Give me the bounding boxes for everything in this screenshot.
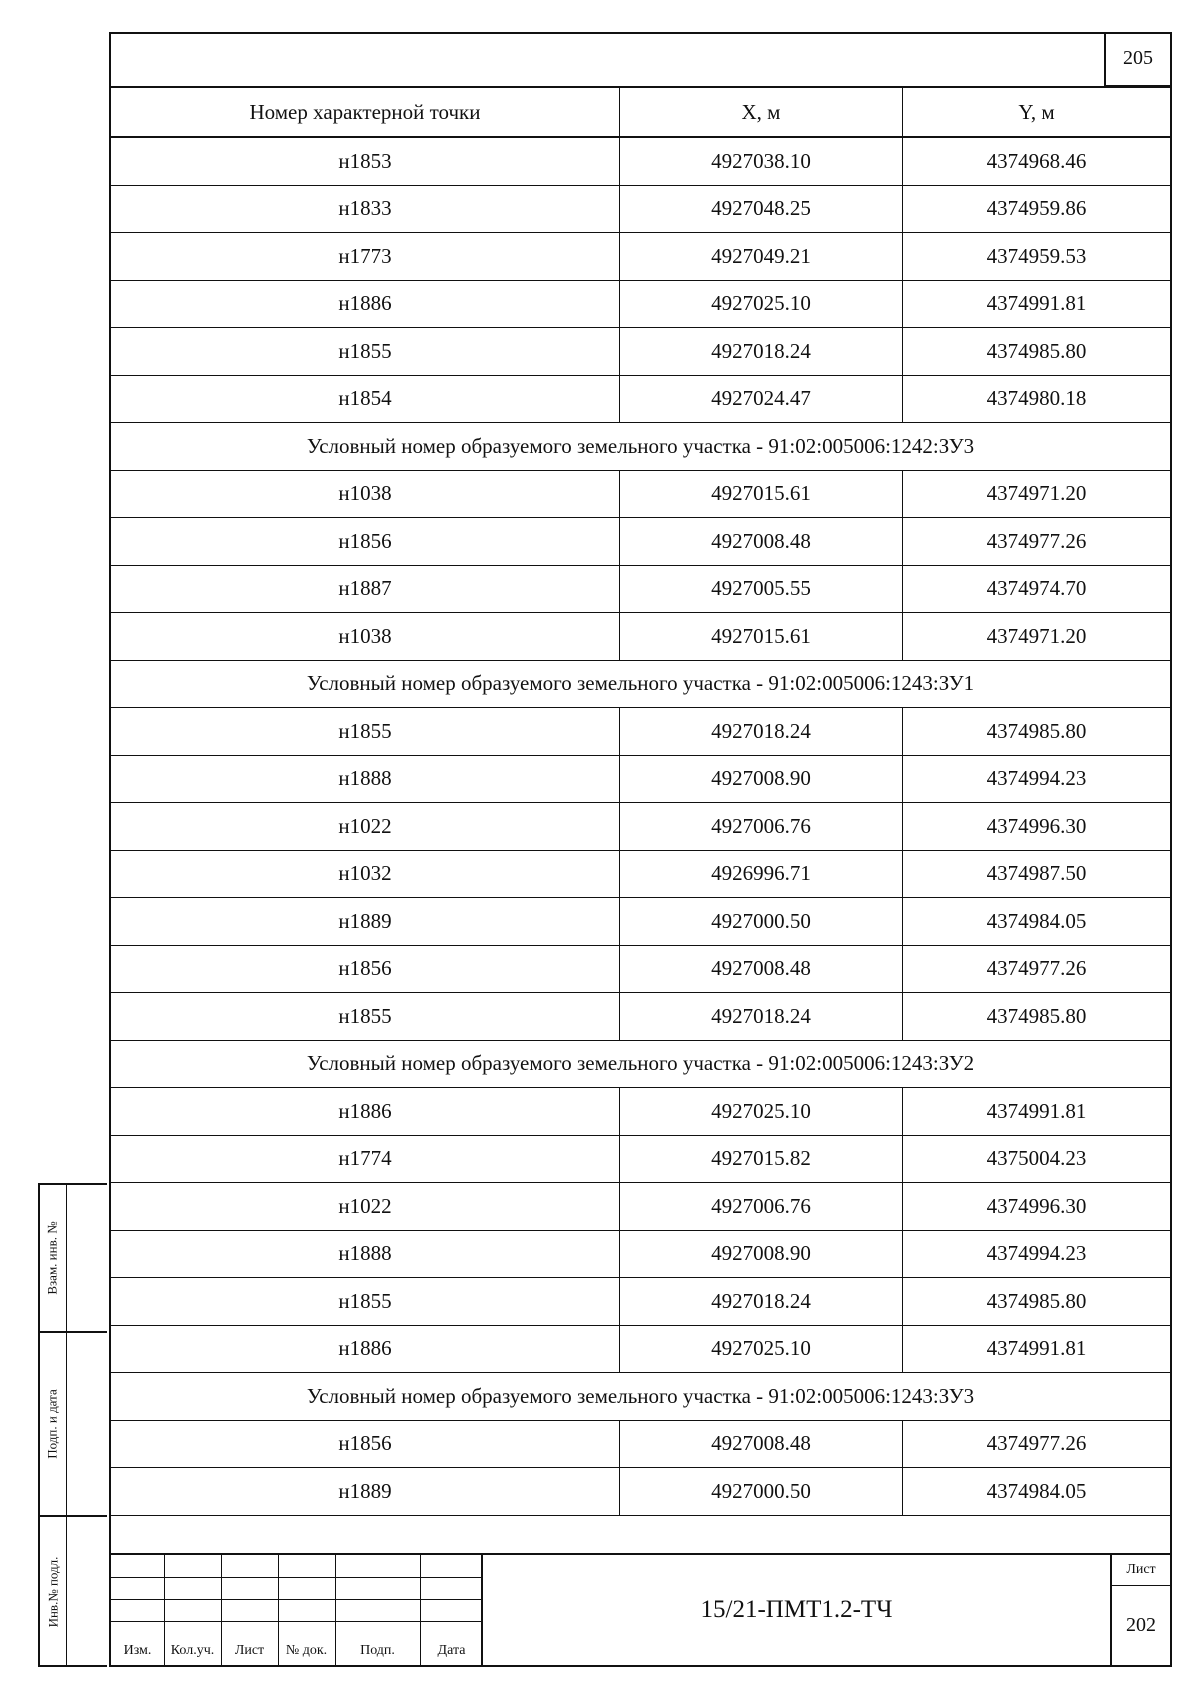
stamp-label-podp: Подп. [360,1643,395,1658]
y-coordinate-cell: 4374977.26 [903,945,1171,993]
point-number-cell: н1856 [111,945,620,993]
y-coordinate-cell: 4374996.30 [903,1183,1171,1231]
side-cell-replace-inv [40,1185,107,1333]
section-row [111,1040,1170,1088]
x-coordinate-cell: 4927024.47 [620,375,903,423]
x-coordinate-cell: 4927038.10 [620,137,903,185]
point-number-cell: н1889 [111,898,620,946]
point-number-cell: н1855 [111,1278,620,1326]
section-label: Условный номер образуемого земельного участка - 91:02:005006:1243:ЗУ2 [111,1040,1170,1088]
table-row [111,1183,1170,1231]
section-label: Условный номер образуемого земельного участка - 91:02:005006:1243:ЗУ1 [111,660,1170,708]
y-coordinate-cell: 4374985.80 [903,993,1171,1041]
x-coordinate-cell: 4927008.48 [620,945,903,993]
point-number-cell: н1886 [111,1088,620,1136]
x-coordinate-cell: 4927018.24 [620,708,903,756]
x-coordinate-cell: 4927018.24 [620,1278,903,1326]
stamp-label-list: Лист [234,1643,265,1658]
point-number-cell: н1855 [111,708,620,756]
x-coordinate-cell: 4927025.10 [620,1325,903,1373]
x-coordinate-cell: 4927025.10 [620,1088,903,1136]
y-coordinate-cell: 4374980.18 [903,375,1171,423]
side-cell-sign-date [40,1333,107,1517]
coordinates-table [111,88,1170,1516]
x-coordinate-cell: 4927025.10 [620,280,903,328]
point-number-cell: н1888 [111,755,620,803]
stamp-label-izm: Изм. [123,1643,152,1658]
point-number-cell: н1853 [111,137,620,185]
title-block [111,1553,1170,1665]
table-row [111,328,1170,376]
point-number-cell: н1888 [111,1230,620,1278]
x-coordinate-cell: 4927015.61 [620,470,903,518]
table-row [111,1325,1170,1373]
y-coordinate-cell: 4374985.80 [903,328,1171,376]
table-row [111,945,1170,993]
table-row [111,565,1170,613]
y-coordinate-cell: 4374985.80 [903,1278,1171,1326]
side-cell-inv-original [40,1517,107,1667]
revision-grid [111,1555,483,1665]
x-coordinate-cell: 4926996.71 [620,850,903,898]
table-row [111,613,1170,661]
y-coordinate-cell: 4374959.86 [903,185,1171,233]
section-row [111,423,1170,471]
y-coordinate-cell: 4374959.53 [903,233,1171,281]
point-number-cell: н1889 [111,1468,620,1516]
y-coordinate-cell: 4374974.70 [903,565,1171,613]
point-number-cell: н1833 [111,185,620,233]
document-frame [109,32,1172,1667]
table-row [111,755,1170,803]
x-coordinate-cell: 4927005.55 [620,565,903,613]
section-row [111,660,1170,708]
x-coordinate-cell: 4927008.48 [620,518,903,566]
y-coordinate-cell: 4375004.23 [903,1135,1171,1183]
header-point-number: Номер характерной точки [111,88,620,137]
table-row [111,850,1170,898]
table-row [111,1088,1170,1136]
table-row [111,185,1170,233]
x-coordinate-cell: 4927000.50 [620,898,903,946]
point-number-cell: н1038 [111,470,620,518]
page-number: 205 [1104,32,1172,87]
table-row [111,280,1170,328]
side-divider [66,1185,67,1331]
section-row [111,1373,1170,1421]
point-number-cell: н1886 [111,1325,620,1373]
point-number-cell: н1022 [111,803,620,851]
x-coordinate-cell: 4927015.61 [620,613,903,661]
x-coordinate-cell: 4927018.24 [620,993,903,1041]
table-row [111,137,1170,185]
point-number-cell: н1856 [111,518,620,566]
x-coordinate-cell: 4927018.24 [620,328,903,376]
y-coordinate-cell: 4374985.80 [903,708,1171,756]
table-row [111,993,1170,1041]
point-number-cell: н1038 [111,613,620,661]
point-number-cell: н1887 [111,565,620,613]
table-row [111,518,1170,566]
y-coordinate-cell: 4374977.26 [903,518,1171,566]
y-coordinate-cell: 4374971.20 [903,613,1171,661]
table-row [111,1230,1170,1278]
sheet-label: Лист [1112,1555,1170,1586]
point-number-cell: н1022 [111,1183,620,1231]
table-row [111,1420,1170,1468]
point-number-cell: н1855 [111,993,620,1041]
x-coordinate-cell: 4927008.90 [620,755,903,803]
side-divider [66,1333,67,1515]
y-coordinate-cell: 4374991.81 [903,1325,1171,1373]
table-row [111,1468,1170,1516]
section-label: Условный номер образуемого земельного участка - 91:02:005006:1243:ЗУ3 [111,1373,1170,1421]
table-row [111,375,1170,423]
table-row [111,898,1170,946]
y-coordinate-cell: 4374996.30 [903,803,1171,851]
y-coordinate-cell: 4374977.26 [903,1420,1171,1468]
x-coordinate-cell: 4927049.21 [620,233,903,281]
stamp-label-kol-uch: Кол.уч. [170,1643,215,1658]
side-label-sign-date: Подп. и дата [45,1389,61,1459]
table-body [111,137,1170,1515]
table-header-row [111,88,1170,137]
y-coordinate-cell: 4374991.81 [903,280,1171,328]
x-coordinate-cell: 4927006.76 [620,1183,903,1231]
x-coordinate-cell: 4927048.25 [620,185,903,233]
point-number-cell: н1856 [111,1420,620,1468]
stamp-label-data: Дата [437,1643,466,1658]
point-number-cell: н1774 [111,1135,620,1183]
table-row [111,1135,1170,1183]
y-coordinate-cell: 4374994.23 [903,1230,1171,1278]
section-label: Условный номер образуемого земельного участка - 91:02:005006:1242:ЗУ3 [111,423,1170,471]
y-coordinate-cell: 4374991.81 [903,1088,1171,1136]
table-row [111,1278,1170,1326]
y-coordinate-cell: 4374984.05 [903,1468,1171,1516]
table-row [111,708,1170,756]
side-stamp [38,1183,107,1667]
point-number-cell: н1886 [111,280,620,328]
stamp-label-doc-no: № док. [285,1643,328,1658]
x-coordinate-cell: 4927008.48 [620,1420,903,1468]
x-coordinate-cell: 4927000.50 [620,1468,903,1516]
document-code: 15/21-ПМТ1.2-ТЧ [700,1596,893,1623]
table-row [111,803,1170,851]
x-coordinate-cell: 4927006.76 [620,803,903,851]
header-y: Y, м [903,88,1171,137]
sheet-box [1110,1555,1170,1665]
header-x: X, м [620,88,903,137]
point-number-cell: н1855 [111,328,620,376]
table-row [111,233,1170,281]
side-label-inv-original: Инв.№ подл. [45,1556,61,1628]
side-divider [66,1517,67,1667]
y-coordinate-cell: 4374994.23 [903,755,1171,803]
y-coordinate-cell: 4374968.46 [903,137,1171,185]
table-row [111,470,1170,518]
point-number-cell: н1854 [111,375,620,423]
sheet-number: 202 [1126,1613,1156,1636]
x-coordinate-cell: 4927015.82 [620,1135,903,1183]
y-coordinate-cell: 4374971.20 [903,470,1171,518]
y-coordinate-cell: 4374987.50 [903,850,1171,898]
y-coordinate-cell: 4374984.05 [903,898,1171,946]
side-label-replace-inv: Взам. инв. № [45,1221,61,1295]
point-number-cell: н1032 [111,850,620,898]
x-coordinate-cell: 4927008.90 [620,1230,903,1278]
point-number-cell: н1773 [111,233,620,281]
